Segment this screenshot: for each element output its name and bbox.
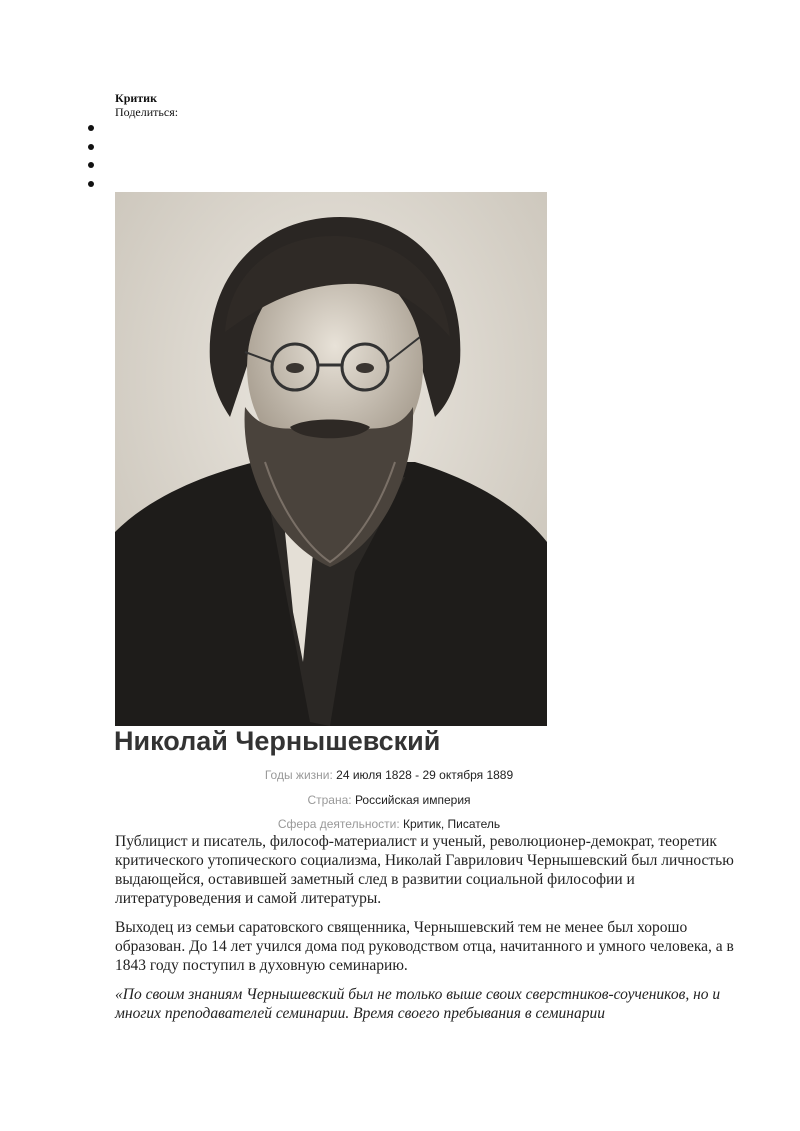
category-label: Критик [115, 91, 158, 105]
activity-sphere-value[interactable]: Критик, Писатель [403, 817, 501, 831]
share-label: Поделиться: [115, 105, 179, 119]
article-paragraph-1: Публицист и писатель, философ-материалист и ученый, революционер-демократ, теоретик критического утопического социализма, Николай Гаврилович Чернышевский был личностью выдающейся, оставившей заметный след в развитии социальной философии и литературоведения и самой литературы. [115, 833, 734, 907]
life-years-value: 24 июля 1828 - 29 октября 1889 [336, 768, 514, 782]
activity-sphere [115, 817, 663, 831]
activity-sphere-label: Сфера деятельности: [277, 817, 400, 831]
article-quote: «По своим знаниям Чернышевский был не только выше своих сверстников-соучеников, но и многих преподавателей семинарии. Время своего пребывания в семинарии [115, 986, 721, 1022]
country [115, 793, 663, 807]
country-value[interactable]: Российская империя [354, 793, 471, 807]
life-years-label: Годы жизни: [264, 768, 333, 782]
article-paragraph-2: Выходец из семьи саратовского священника, Чернышевский тем не менее был хорошо образован. До 14 лет учился дома под руководством отца, начитанного и умного человека, а в 1843 году поступил в духовную семинарию. [115, 919, 734, 974]
country-label: Страна: [307, 793, 352, 807]
page-title: Николай Чернышевский [114, 726, 441, 756]
portrait-photo [115, 192, 547, 726]
life-years [115, 768, 663, 782]
